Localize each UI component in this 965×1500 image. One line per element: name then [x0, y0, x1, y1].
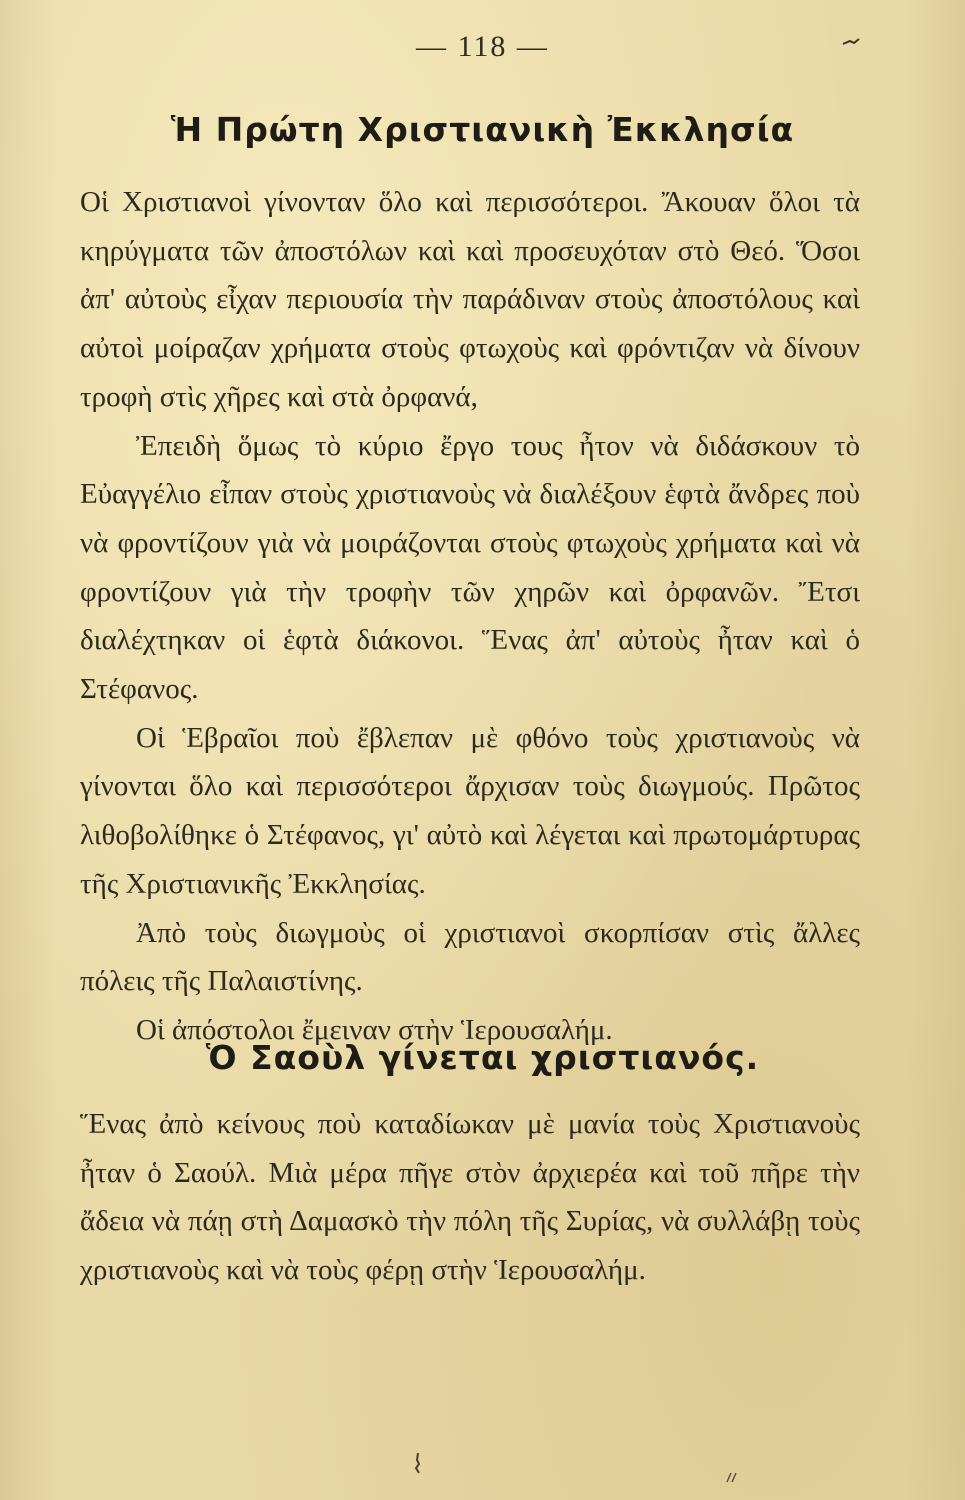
paragraph: Ἐπειδὴ ὅμως τὸ κύριο ἔργο τους ἦτον νὰ διδάσκουν τὸ Εὐαγγέλιο εἶπαν στοὺς χριστιανοὺς νὰ διαλέξουν ἑφτὰ ἄνδρες ποὺ νὰ φροντίζουν γιὰ νὰ μοιράζονται στοὺς φτωχοὺς χρήματα καὶ νὰ φροντίζουν γιὰ τὴν τροφὴν τῶν χηρῶν καὶ ὀρφανῶν. Ἔτσι διαλέχτηκαν οἱ ἑφτὰ διάκονοι. Ἕνας ἀπ' αὐτοὺς ἦταν καὶ ὁ Στέφανος. — [80, 429, 860, 706]
paragraph: Ἕνας ἀπὸ κείνους ποὺ καταδίωκαν μὲ μανία τοὺς Χριστιανοὺς ἦταν ὁ Σαούλ. Μιὰ μέρα πῆγε στὸν ἀρχιερέα καὶ τοῦ πῆρε τὴν ἄδεια νὰ πάῃ στὴ Δαμασκὸ τὴν πόλη τῆς Συρίας, νὰ συλλάβῃ τοὺς χριστιανοὺς καὶ νὰ τοὺς φέρῃ στὴν Ἱερουσαλήμ. — [80, 1108, 860, 1287]
ink-speck-icon — [412, 1452, 424, 1474]
page-number: — 118 — — [416, 30, 549, 63]
paragraph: Οἱ Ἑβραῖοι ποὺ ἔβλεπαν μὲ φθόνο τοὺς χριστιανοὺς νὰ γίνονται ὅλο καὶ περισσότεροι ἄρχισαν τοὺς διωγμούς. Πρῶτος λιθοβολίθηκε ὁ Στέφανος, γι' αὐτὸ καὶ λέγεται καὶ πρωτομάρτυρας τῆς Χριστιανικῆς Ἐκκλησίας. — [80, 721, 860, 900]
paragraph: Οἱ ἀπόστολοι ἔμειναν στὴν Ἱερουσαλήμ. — [136, 1013, 613, 1046]
paragraph: Ἀπὸ τοὺς διωγμοὺς οἱ χριστιανοὶ σκορπίσαν στὶς ἄλλες πόλεις τῆς Παλαιστίνης. — [80, 916, 860, 998]
paragraph: Οἱ Χριστιανοὶ γίνονταν ὅλο καὶ περισσότεροι. Ἄκουαν ὅλοι τὰ κηρύγματα τῶν ἀποστόλων καὶ καὶ προσευχόταν στὸ Θεό. Ὅσοι ἀπ' αὐτοὺς εἶχαν περιουσία τὴν παράδιναν στοὺς ἀποστόλους καὶ αὐτοὶ μοίραζαν χρήματα στοὺς φτωχοὺς καὶ φρόντιζαν νὰ δίνουν τροφὴ στὶς χῆρες καὶ στὰ ὀρφανά, — [80, 186, 860, 413]
section-body-saul — [80, 1100, 860, 1295]
section-title-saul: Ὁ Σαοὺλ γίνεται χριστιανός. — [205, 1038, 760, 1077]
ink-speck-icon — [725, 1470, 739, 1484]
ink-mark-icon — [842, 38, 860, 48]
section-body-first-church — [80, 178, 860, 1055]
section-title-first-church: Ἡ Πρώτη Χριστιανικὴ Ἐκκλησία — [170, 110, 795, 149]
